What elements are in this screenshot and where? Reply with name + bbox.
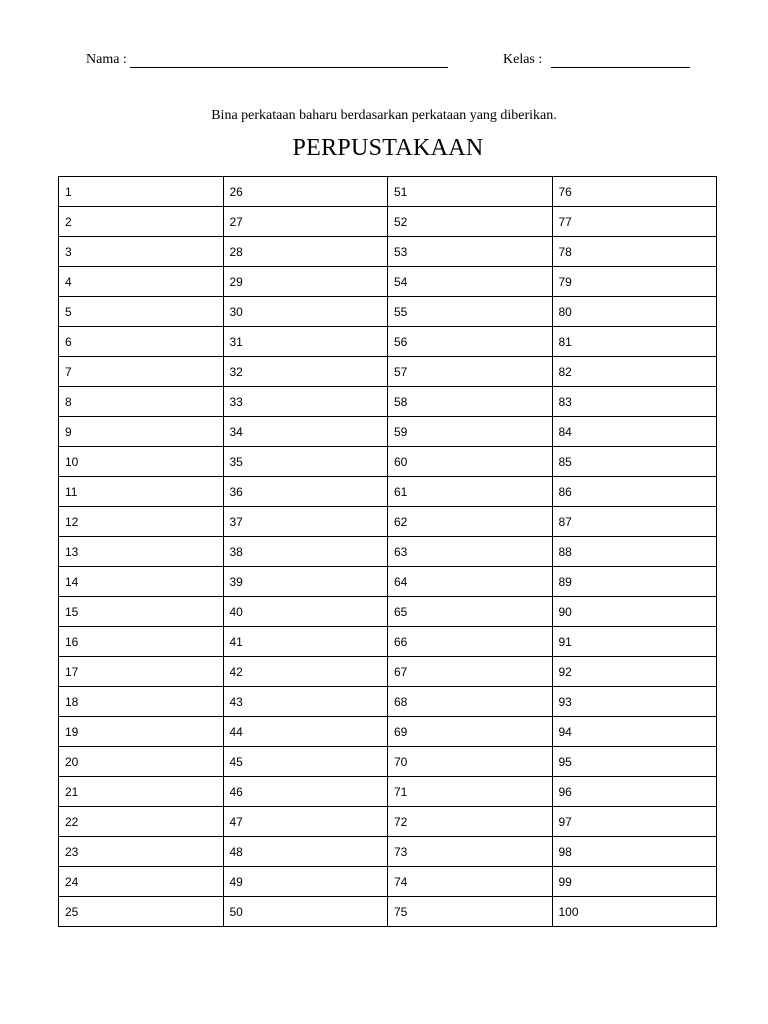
answer-cell[interactable]: 45 xyxy=(223,747,388,777)
answer-cell[interactable]: 77 xyxy=(552,207,717,237)
table-row xyxy=(59,717,717,747)
answer-cell[interactable]: 56 xyxy=(388,327,553,357)
answer-cell[interactable]: 63 xyxy=(388,537,553,567)
answer-cell[interactable]: 90 xyxy=(552,597,717,627)
answer-cell[interactable]: 84 xyxy=(552,417,717,447)
answer-cell[interactable]: 76 xyxy=(552,177,717,207)
answer-cell[interactable]: 99 xyxy=(552,867,717,897)
class-field[interactable] xyxy=(551,67,690,68)
answer-cell[interactable]: 34 xyxy=(223,417,388,447)
answer-cell[interactable]: 40 xyxy=(223,597,388,627)
table-row xyxy=(59,207,717,237)
answer-cell[interactable]: 32 xyxy=(223,357,388,387)
table-row xyxy=(59,567,717,597)
table-row xyxy=(59,327,717,357)
answer-cell[interactable]: 70 xyxy=(388,747,553,777)
table-row xyxy=(59,687,717,717)
answer-cell[interactable]: 83 xyxy=(552,387,717,417)
answer-cell[interactable]: 19 xyxy=(59,717,224,747)
answer-cell[interactable]: 51 xyxy=(388,177,553,207)
answer-cell[interactable]: 64 xyxy=(388,567,553,597)
table-row xyxy=(59,267,717,297)
answer-table-body xyxy=(59,177,717,927)
table-row xyxy=(59,507,717,537)
answer-table xyxy=(58,176,717,927)
answer-cell[interactable]: 57 xyxy=(388,357,553,387)
answer-cell[interactable]: 1 xyxy=(59,177,224,207)
answer-cell[interactable]: 8 xyxy=(59,387,224,417)
answer-cell[interactable]: 89 xyxy=(552,567,717,597)
answer-cell[interactable]: 20 xyxy=(59,747,224,777)
answer-cell[interactable]: 38 xyxy=(223,537,388,567)
answer-cell[interactable]: 95 xyxy=(552,747,717,777)
answer-cell[interactable]: 71 xyxy=(388,777,553,807)
student-info-header xyxy=(0,52,768,72)
answer-cell[interactable]: 4 xyxy=(59,267,224,297)
table-row xyxy=(59,627,717,657)
answer-cell[interactable]: 7 xyxy=(59,357,224,387)
answer-cell[interactable]: 86 xyxy=(552,477,717,507)
answer-cell[interactable]: 13 xyxy=(59,537,224,567)
answer-cell[interactable]: 42 xyxy=(223,657,388,687)
answer-cell[interactable]: 65 xyxy=(388,597,553,627)
answer-cell[interactable]: 10 xyxy=(59,447,224,477)
answer-cell[interactable]: 54 xyxy=(388,267,553,297)
answer-cell[interactable]: 25 xyxy=(59,897,224,927)
answer-cell[interactable]: 87 xyxy=(552,507,717,537)
answer-cell[interactable]: 52 xyxy=(388,207,553,237)
answer-cell[interactable]: 39 xyxy=(223,567,388,597)
answer-cell[interactable]: 69 xyxy=(388,717,553,747)
answer-cell[interactable]: 91 xyxy=(552,627,717,657)
answer-cell[interactable]: 30 xyxy=(223,297,388,327)
answer-cell[interactable]: 93 xyxy=(552,687,717,717)
answer-cell[interactable]: 17 xyxy=(59,657,224,687)
table-row xyxy=(59,807,717,837)
answer-cell[interactable]: 68 xyxy=(388,687,553,717)
answer-cell[interactable]: 96 xyxy=(552,777,717,807)
answer-cell[interactable]: 36 xyxy=(223,477,388,507)
answer-cell[interactable]: 58 xyxy=(388,387,553,417)
answer-cell[interactable]: 5 xyxy=(59,297,224,327)
answer-cell[interactable]: 53 xyxy=(388,237,553,267)
answer-cell[interactable]: 28 xyxy=(223,237,388,267)
answer-cell[interactable]: 61 xyxy=(388,477,553,507)
answer-cell[interactable]: 48 xyxy=(223,837,388,867)
answer-cell[interactable]: 33 xyxy=(223,387,388,417)
answer-cell[interactable]: 47 xyxy=(223,807,388,837)
table-row xyxy=(59,387,717,417)
instruction-text: Bina perkataan baharu berdasarkan perkataan yang diberikan. xyxy=(211,108,557,123)
answer-cell[interactable]: 2 xyxy=(59,207,224,237)
table-row xyxy=(59,777,717,807)
answer-cell[interactable]: 74 xyxy=(388,867,553,897)
table-row xyxy=(59,417,717,447)
answer-cell[interactable]: 41 xyxy=(223,627,388,657)
answer-cell[interactable]: 60 xyxy=(388,447,553,477)
answer-cell[interactable]: 80 xyxy=(552,297,717,327)
name-field[interactable] xyxy=(130,67,448,68)
answer-cell[interactable]: 49 xyxy=(223,867,388,897)
answer-cell[interactable]: 66 xyxy=(388,627,553,657)
table-row xyxy=(59,237,717,267)
answer-cell[interactable]: 50 xyxy=(223,897,388,927)
answer-cell[interactable]: 98 xyxy=(552,837,717,867)
answer-cell[interactable]: 62 xyxy=(388,507,553,537)
answer-cell[interactable]: 75 xyxy=(388,897,553,927)
answer-cell[interactable]: 67 xyxy=(388,657,553,687)
name-label: Nama : xyxy=(86,52,127,67)
answer-cell[interactable]: 81 xyxy=(552,327,717,357)
answer-cell[interactable]: 94 xyxy=(552,717,717,747)
answer-cell[interactable]: 18 xyxy=(59,687,224,717)
answer-cell[interactable]: 16 xyxy=(59,627,224,657)
answer-cell[interactable]: 88 xyxy=(552,537,717,567)
table-row xyxy=(59,297,717,327)
answer-cell[interactable]: 85 xyxy=(552,447,717,477)
answer-cell[interactable]: 82 xyxy=(552,357,717,387)
answer-cell[interactable]: 26 xyxy=(223,177,388,207)
worksheet-title: PERPUSTAKAAN xyxy=(292,135,484,161)
answer-cell[interactable]: 46 xyxy=(223,777,388,807)
table-row xyxy=(59,747,717,777)
answer-cell[interactable]: 12 xyxy=(59,507,224,537)
class-label: Kelas : xyxy=(503,52,543,67)
answer-cell[interactable]: 23 xyxy=(59,837,224,867)
table-row xyxy=(59,897,717,927)
table-row xyxy=(59,597,717,627)
answer-cell[interactable]: 55 xyxy=(388,297,553,327)
answer-cell[interactable]: 100 xyxy=(552,897,717,927)
answer-cell[interactable]: 92 xyxy=(552,657,717,687)
answer-cell[interactable]: 73 xyxy=(388,837,553,867)
answer-cell[interactable]: 14 xyxy=(59,567,224,597)
answer-cell[interactable]: 43 xyxy=(223,687,388,717)
answer-cell[interactable]: 78 xyxy=(552,237,717,267)
table-row xyxy=(59,867,717,897)
table-row xyxy=(59,447,717,477)
answer-cell[interactable]: 22 xyxy=(59,807,224,837)
answer-cell[interactable]: 59 xyxy=(388,417,553,447)
table-row xyxy=(59,657,717,687)
answer-cell[interactable]: 21 xyxy=(59,777,224,807)
answer-cell[interactable]: 79 xyxy=(552,267,717,297)
answer-cell[interactable]: 27 xyxy=(223,207,388,237)
answer-cell[interactable]: 6 xyxy=(59,327,224,357)
answer-cell[interactable]: 9 xyxy=(59,417,224,447)
answer-cell[interactable]: 11 xyxy=(59,477,224,507)
table-row xyxy=(59,177,717,207)
table-row xyxy=(59,477,717,507)
answer-cell[interactable]: 15 xyxy=(59,597,224,627)
table-row xyxy=(59,537,717,567)
answer-cell[interactable]: 31 xyxy=(223,327,388,357)
answer-cell[interactable]: 72 xyxy=(388,807,553,837)
answer-cell[interactable]: 3 xyxy=(59,237,224,267)
table-row xyxy=(59,357,717,387)
answer-cell[interactable]: 97 xyxy=(552,807,717,837)
answer-cell[interactable]: 44 xyxy=(223,717,388,747)
table-row xyxy=(59,837,717,867)
answer-cell[interactable]: 35 xyxy=(223,447,388,477)
answer-cell[interactable]: 37 xyxy=(223,507,388,537)
answer-cell[interactable]: 24 xyxy=(59,867,224,897)
answer-cell[interactable]: 29 xyxy=(223,267,388,297)
